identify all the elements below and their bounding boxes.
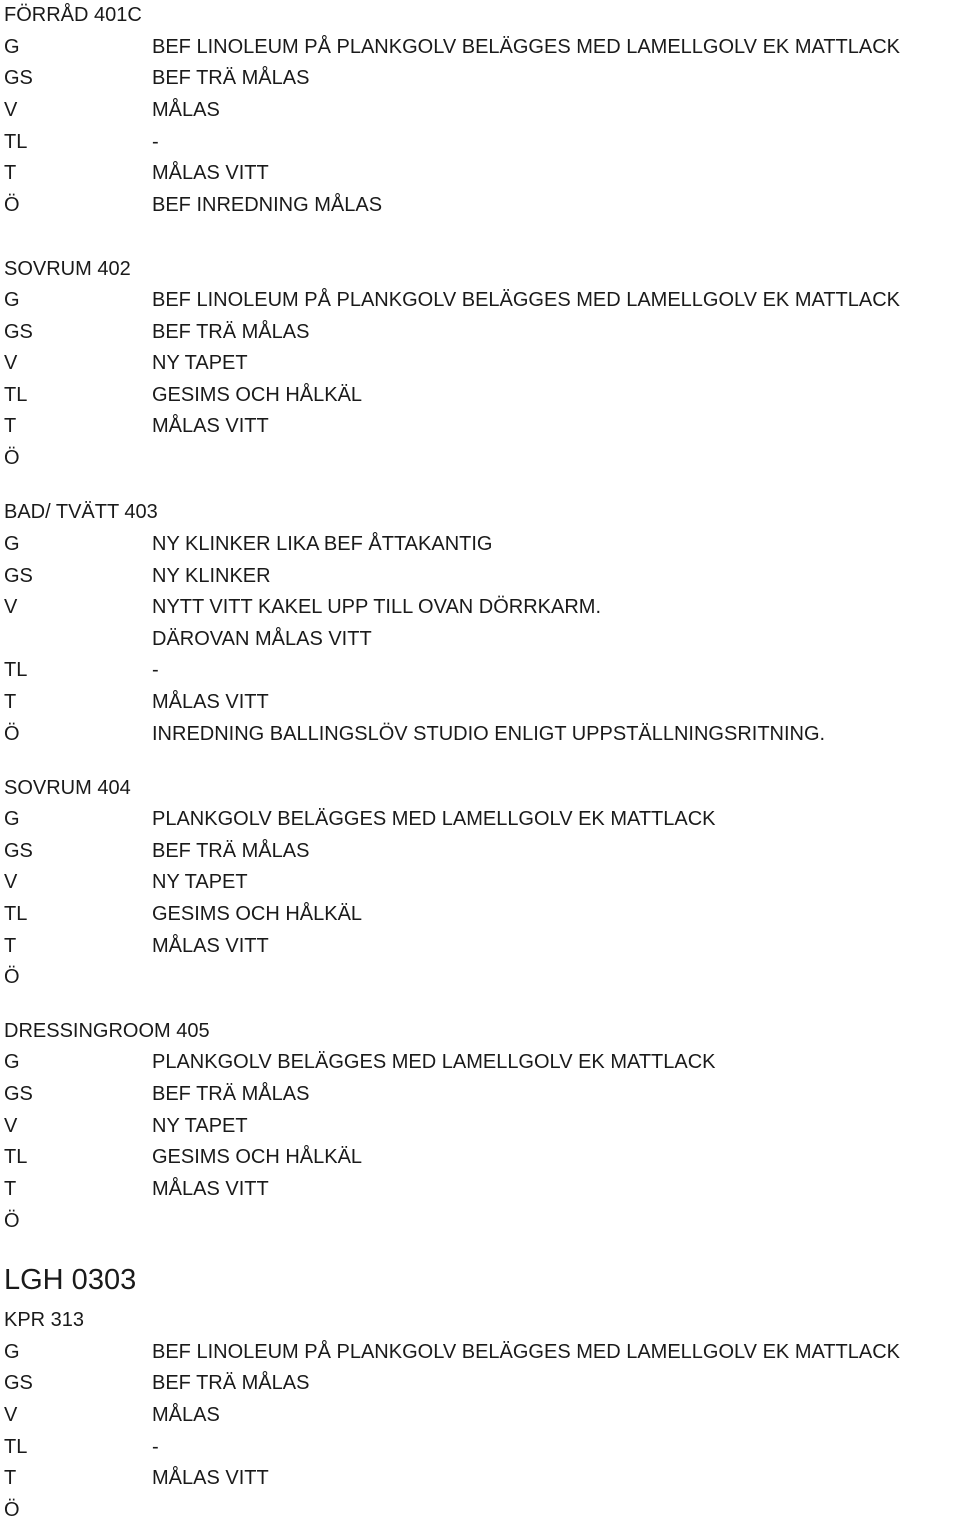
surface-treatment: MÅLAS VITT [152,1467,269,1489]
surface-code: V [4,352,18,374]
surface-code: T [4,935,17,957]
surface-code: V [4,871,18,893]
surface-code: T [4,1467,17,1489]
spec-row [4,1206,960,1236]
spec-row [4,285,960,315]
surface-treatment: MÅLAS VITT [152,691,269,713]
surface-treatment: BEF TRÄ MÅLAS [152,840,310,862]
spec-row [4,1463,960,1493]
surface-treatment: - [152,1436,159,1458]
surface-code: Ö [4,447,20,469]
spec-row [4,190,960,220]
spec-row [4,1432,960,1462]
surface-treatment: BEF TRÄ MÅLAS [152,321,310,343]
surface-treatment: MÅLAS VITT [152,162,269,184]
spec-row [4,348,960,378]
room-heading: DRESSINGROOM 405 [4,1020,210,1042]
surface-code: V [4,596,18,618]
room-heading: SOVRUM 404 [4,777,131,799]
surface-treatment: NY TAPET [152,1115,248,1137]
spec-row [4,1400,960,1430]
surface-code: TL [4,659,28,681]
surface-treatment: GESIMS OCH HÅLKÄL [152,1146,363,1168]
surface-code: GS [4,67,33,89]
spec-row [4,592,960,622]
spec-row [4,1368,960,1398]
spec-row [4,931,960,961]
surface-code: TL [4,1436,28,1458]
spec-row [4,655,960,685]
spec-row [4,719,960,749]
surface-treatment: MÅLAS VITT [152,1178,269,1200]
spec-row [4,1111,960,1141]
surface-treatment: BEF TRÄ MÅLAS [152,1083,310,1105]
spec-row [4,158,960,188]
surface-treatment: BEF LINOLEUM PÅ PLANKGOLV BELÄGGES MED LAMELLGOLV EK MATTLACK [152,289,901,311]
surface-code: TL [4,903,28,925]
surface-code: Ö [4,1210,20,1232]
spec-row [4,1337,960,1367]
surface-code: G [4,1051,20,1073]
surface-treatment: - [152,131,159,153]
spec-row [4,443,960,473]
surface-treatment: PLANKGOLV BELÄGGES MED LAMELLGOLV EK MATTLACK [152,808,716,830]
spec-row [4,95,960,125]
surface-treatment: NY TAPET [152,871,248,893]
surface-treatment: BEF LINOLEUM PÅ PLANKGOLV BELÄGGES MED LAMELLGOLV EK MATTLACK [152,1341,901,1363]
surface-treatment: NY KLINKER [152,565,271,587]
surface-code: V [4,1404,18,1426]
surface-treatment: NYTT VITT KAKEL UPP TILL OVAN DÖRRKARM. [152,596,602,618]
spec-row [4,1495,960,1525]
surface-treatment: GESIMS OCH HÅLKÄL [152,903,363,925]
surface-code: Ö [4,966,20,988]
surface-code: GS [4,840,33,862]
surface-treatment: - [152,659,159,681]
room-heading: KPR 313 [4,1309,85,1331]
spec-row [4,962,960,992]
surface-code: T [4,1178,17,1200]
apartment-title: LGH 0303 [4,1264,137,1296]
surface-code: TL [4,131,28,153]
surface-treatment: MÅLAS [152,99,220,121]
surface-code: TL [4,384,28,406]
surface-treatment: NY KLINKER LIKA BEF ÅTTAKANTIG [152,533,493,555]
spec-row [4,899,960,929]
spec-row [4,624,960,654]
room-heading: BAD/ TVÄTT 403 [4,501,158,523]
surface-treatment: MÅLAS VITT [152,935,269,957]
surface-code: T [4,415,17,437]
surface-code: GS [4,565,33,587]
spec-row [4,317,960,347]
surface-code: Ö [4,1499,20,1521]
surface-code: T [4,162,17,184]
surface-code: G [4,808,20,830]
surface-treatment: BEF TRÄ MÅLAS [152,67,310,89]
surface-treatment: PLANKGOLV BELÄGGES MED LAMELLGOLV EK MATTLACK [152,1051,716,1073]
surface-code: G [4,36,20,58]
surface-treatment: DÄROVAN MÅLAS VITT [152,628,372,650]
surface-code: Ö [4,723,20,745]
surface-treatment: INREDNING BALLINGSLÖV STUDIO ENLIGT UPPSTÄLLNINGSRITNING. [152,723,826,745]
surface-code: GS [4,1083,33,1105]
spec-row [4,127,960,157]
spec-row [4,1079,960,1109]
room-heading: FÖRRÅD 401C [4,4,142,26]
spec-row [4,411,960,441]
surface-treatment: MÅLAS [152,1404,220,1426]
spec-row [4,1174,960,1204]
spec-row [4,380,960,410]
spec-row [4,867,960,897]
spec-row [4,687,960,717]
surface-code: T [4,691,17,713]
surface-code: TL [4,1146,28,1168]
surface-code: V [4,1115,18,1137]
surface-code: G [4,289,20,311]
surface-code: GS [4,1372,33,1394]
spec-row [4,1047,960,1077]
spec-row [4,63,960,93]
spec-row [4,561,960,591]
surface-code: Ö [4,194,20,216]
surface-code: G [4,533,20,555]
surface-treatment: BEF INREDNING MÅLAS [152,194,383,216]
surface-treatment: MÅLAS VITT [152,415,269,437]
surface-treatment: GESIMS OCH HÅLKÄL [152,384,363,406]
surface-treatment: BEF LINOLEUM PÅ PLANKGOLV BELÄGGES MED LAMELLGOLV EK MATTLACK [152,36,901,58]
surface-treatment: NY TAPET [152,352,248,374]
spec-row [4,804,960,834]
spec-row [4,1142,960,1172]
room-heading: SOVRUM 402 [4,258,131,280]
surface-treatment: BEF TRÄ MÅLAS [152,1372,310,1394]
surface-code: GS [4,321,33,343]
spec-row [4,32,960,62]
spec-row [4,836,960,866]
spec-row [4,529,960,559]
surface-code: V [4,99,18,121]
surface-code: G [4,1341,20,1363]
